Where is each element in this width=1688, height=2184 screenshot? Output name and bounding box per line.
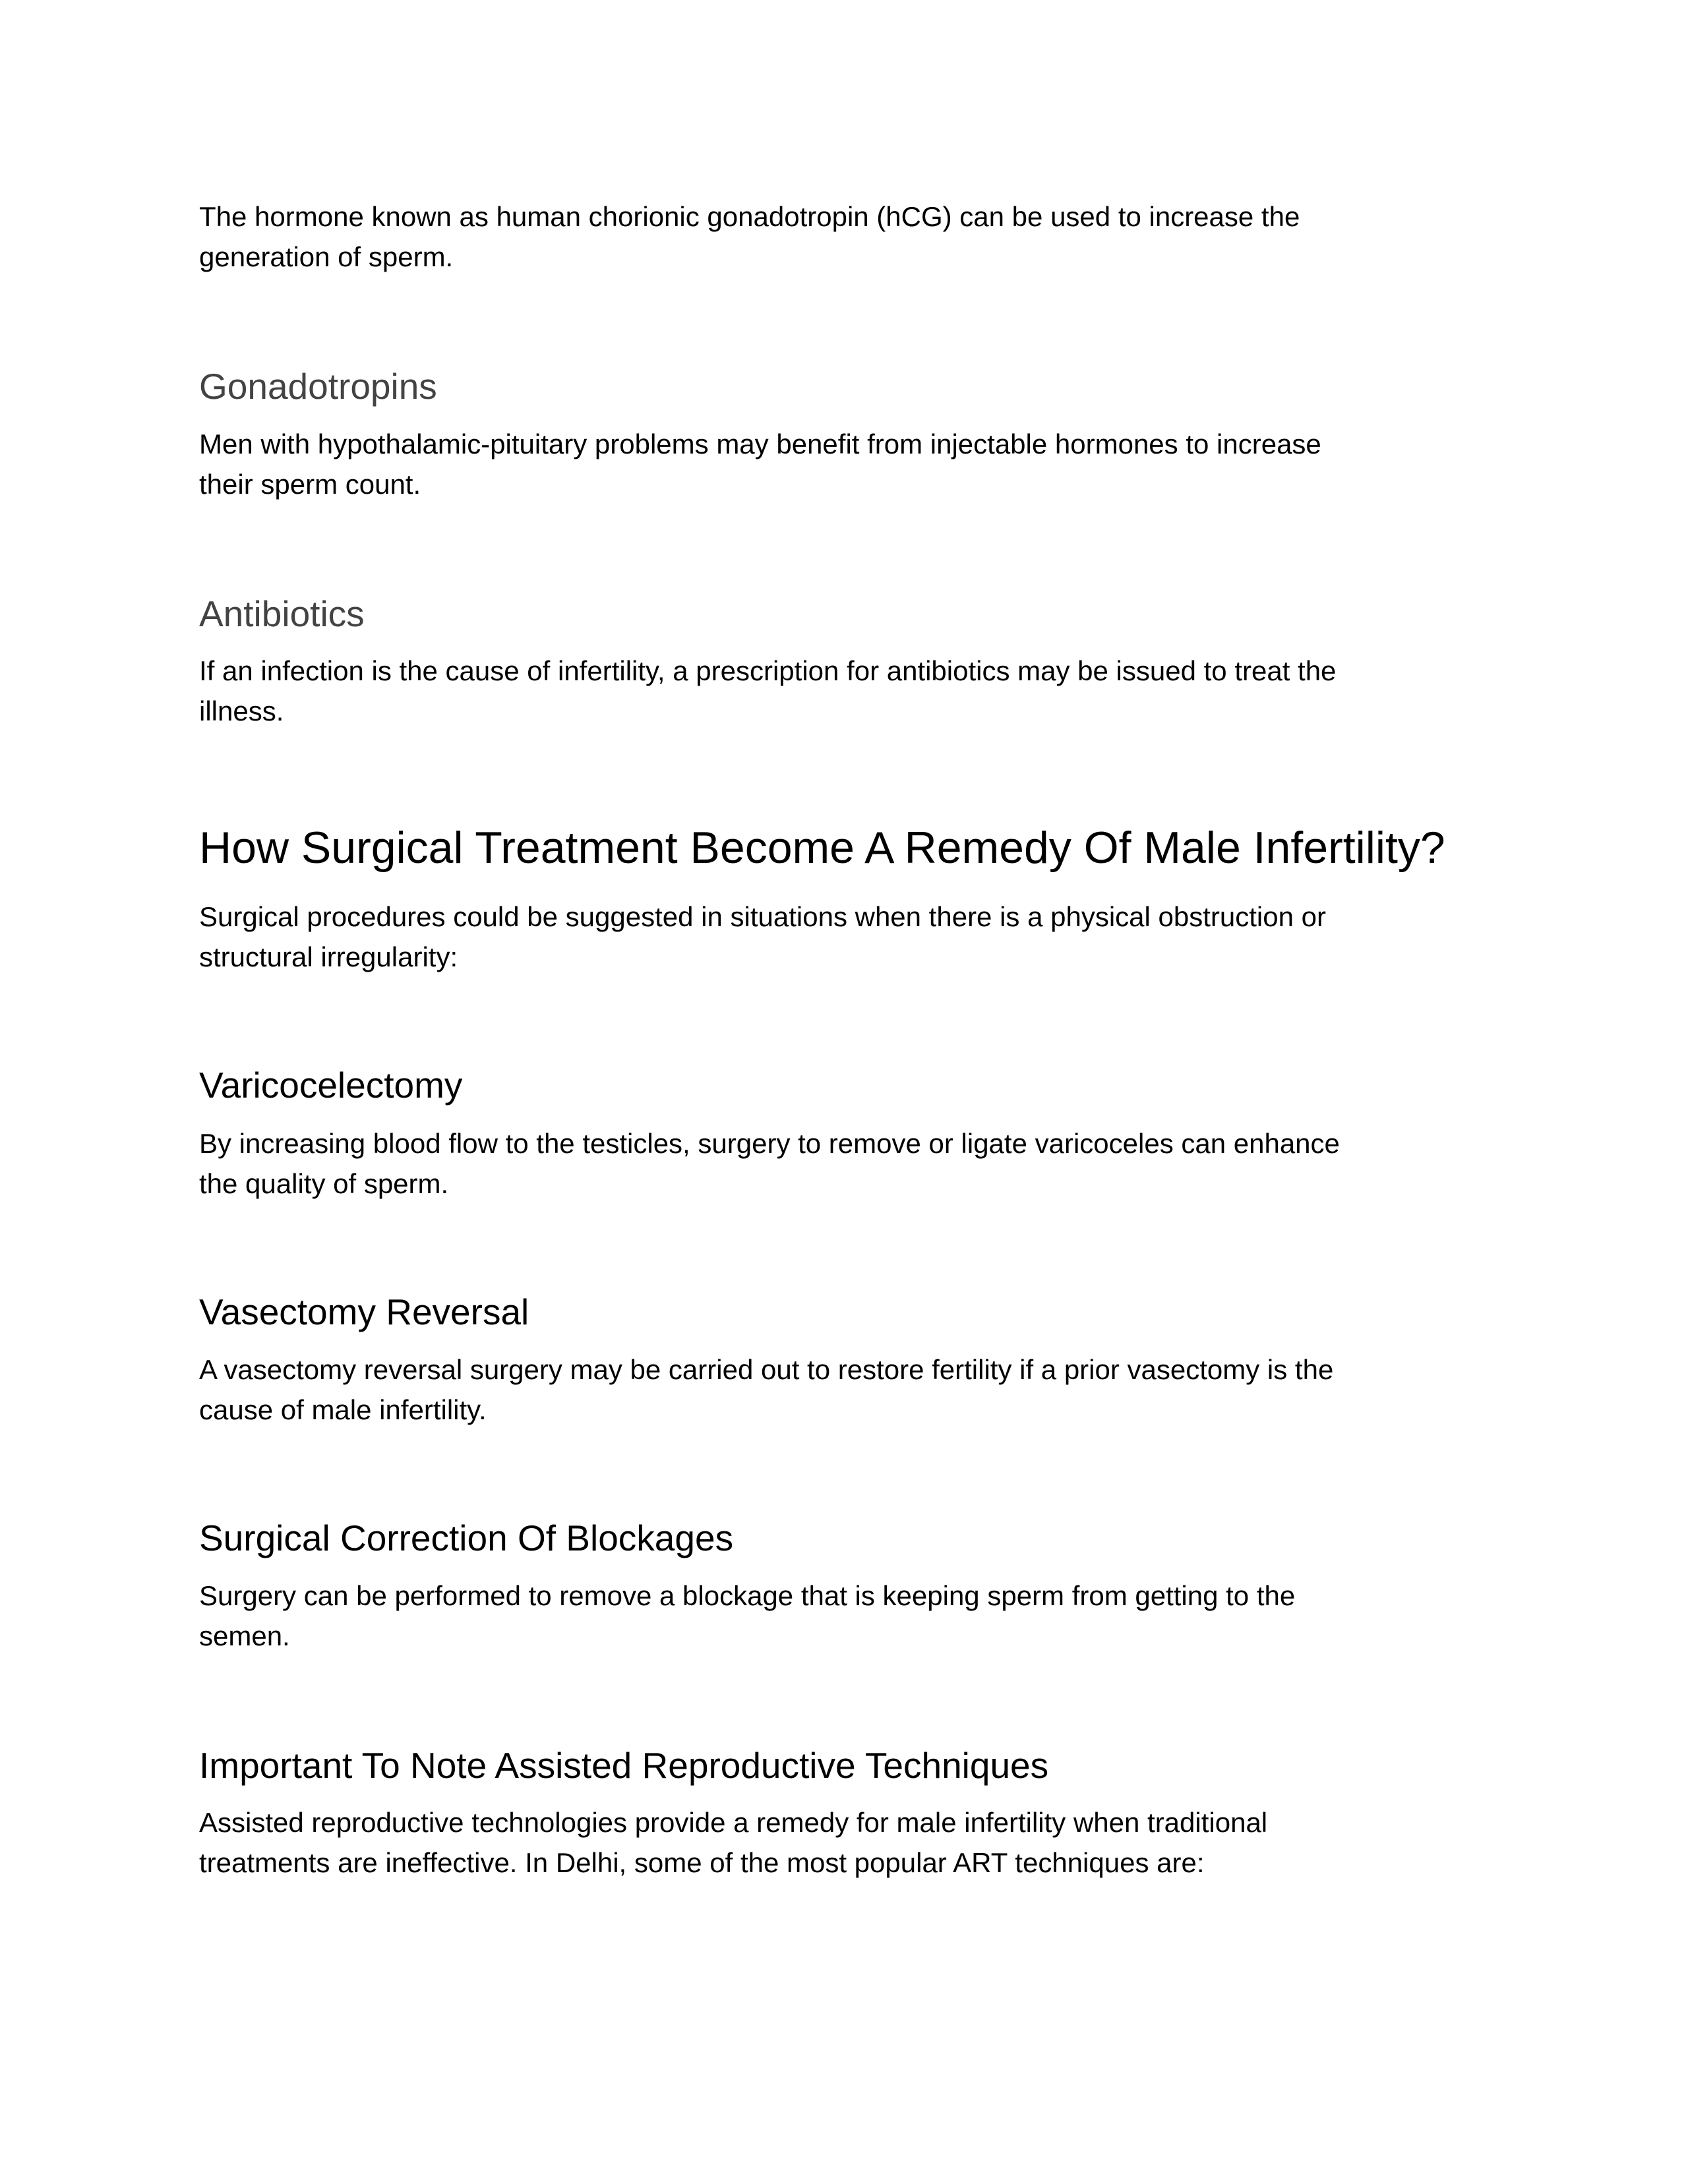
text-line: the quality of sperm. [199, 1168, 449, 1199]
text-line: cause of male infertility. [199, 1394, 487, 1425]
text-line: A vasectomy reversal surgery may be carried out to restore fertility if a prior vasectomy is the [199, 1354, 1334, 1385]
text-line: Men with hypothalamic-pituitary problems may benefit from injectable hormones to increase [199, 428, 1321, 459]
text-line: Assisted reproductive technologies provide a remedy for male infertility when traditional [199, 1807, 1268, 1838]
antibiotics-heading: Antibiotics [199, 593, 365, 634]
surgical-treatment-heading: How Surgical Treatment Become A Remedy Of Male Infertility? [199, 823, 1445, 873]
text-line: illness. [199, 695, 284, 726]
varicocelectomy-paragraph [199, 1123, 1340, 1204]
surgical-treatment-paragraph [199, 897, 1326, 977]
gonadotropins-heading: Gonadotropins [199, 366, 437, 407]
text-line: semen. [199, 1620, 290, 1651]
art-paragraph [199, 1802, 1267, 1883]
text-line: By increasing blood flow to the testicles, surgery to remove or ligate varicoceles can enhance [199, 1128, 1340, 1159]
text-line: structural irregularity: [199, 941, 458, 972]
varicocelectomy-heading: Varicocelectomy [199, 1065, 463, 1106]
text-line: If an infection is the cause of infertility, a prescription for antibiotics may be issued to treat the [199, 655, 1337, 686]
blockages-paragraph [199, 1576, 1295, 1656]
text-line: treatments are ineffective. In Delhi, some of the most popular ART techniques are: [199, 1847, 1205, 1878]
text-line: Surgery can be performed to remove a blockage that is keeping sperm from getting to the [199, 1580, 1296, 1611]
vasectomy-reversal-heading: Vasectomy Reversal [199, 1291, 529, 1332]
vasectomy-reversal-paragraph [199, 1349, 1333, 1430]
hcg-paragraph [199, 196, 1300, 277]
gonadotropins-paragraph [199, 424, 1321, 504]
art-heading: Important To Note Assisted Reproductive Techniques [199, 1745, 1049, 1786]
text-line: their sperm count. [199, 469, 421, 500]
text-line: generation of sperm. [199, 241, 454, 272]
text-line: The hormone known as human chorionic gonadotropin (hCG) can be used to increase the [199, 201, 1300, 232]
blockages-heading: Surgical Correction Of Blockages [199, 1518, 734, 1558]
antibiotics-paragraph [199, 651, 1336, 731]
text-line: Surgical procedures could be suggested in situations when there is a physical obstruction or [199, 901, 1326, 932]
